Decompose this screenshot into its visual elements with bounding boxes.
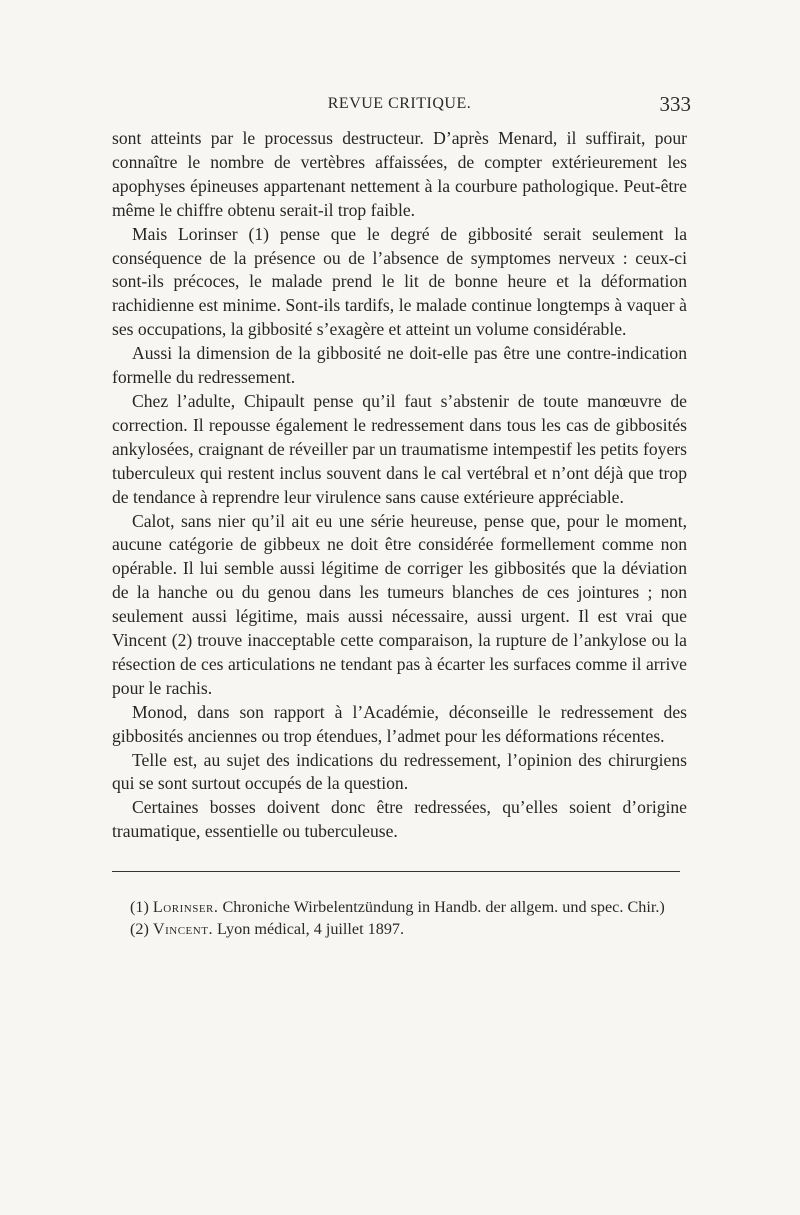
footnote-marker: (1)	[130, 898, 149, 917]
paragraph: Calot, sans nier qu’il ait eu une série heureuse, pense que, pour le moment, aucune catégorie de gibbeux ne doit être considérée formellement comme non opérable. Il lui semble aussi légitime de corriger les gibbosités que la déviation de la hanche ou du genou dans les tumeurs blanches de ces jointures ; non seulement aussi légitime, mais aussi nécessaire, aussi urgent. Il est vrai que Vincent (2) trouve inacceptable cette comparaison, la rupture de l’ankylose ou la résection de ces articulations ne tendant pas à écarter les surfaces comme il arrive pour le rachis.	[112, 510, 687, 698]
paragraph: Certaines bosses doivent donc être redressées, qu’elles soient d’origine traumatique, essentielle ou tuberculeuse.	[112, 797, 687, 842]
footnote-marker: (2)	[130, 920, 149, 939]
footnotes	[112, 896, 687, 940]
footnote-author: Lorinser.	[152, 898, 219, 917]
page-header	[112, 92, 691, 121]
footnote-text: Chroniche Wirbelentzündung in Handb. der allgem. und spec. Chir.)	[222, 898, 665, 917]
paragraph: sont atteints par le processus destructeur. D’après Menard, il suffirait, pour connaître le nombre de vertèbres affaissées, de compter extérieurement les apophyses épineuses appartenant nettement à la courbure pathologique. Peut-être même le chiffre obtenu serait-il trop faible.	[112, 128, 687, 220]
paragraph: Monod, dans son rapport à l’Académie, déconseille le redressement des gibbosités anciennes ou trop étendues, l’admet pour les déformations récentes.	[112, 701, 687, 746]
paragraph: Mais Lorinser (1) pense que le degré de gibbosité serait seulement la conséquence de la présence ou de l’absence de symptomes nerveux : ceux-ci sont-ils précoces, le malade prend le lit de bonne heure et la déformation rachidienne est minime. Sont-ils tardifs, le malade continue longtemps à vaquer à ses occupations, la gibbosité s’exagère et atteint un volume considérable.	[112, 223, 687, 340]
running-title: REVUE CRITIQUE.	[327, 95, 472, 112]
footnote-divider	[112, 871, 680, 872]
paragraph: Chez l’adulte, Chipault pense qu’il faut s’abstenir de toute manœuvre de correction. Il repousse également le redressement dans tous les cas de gibbosités ankylosées, craignant de réveiller par un traumatisme intempestif les petits foyers tuberculeux qui restent inclus souvent dans le cal vertébral et n’ont déjà que trop de tendance à reprendre leur virulence sans cause extérieure appréciable.	[112, 390, 687, 507]
footnote-text: Lyon médical, 4 juillet 1897.	[217, 920, 405, 939]
footnote	[112, 918, 687, 940]
footnote-author: Vincent.	[152, 920, 213, 939]
paragraph: Telle est, au sujet des indications du redressement, l’opinion des chirurgiens qui se sont surtout occupés de la question.	[112, 749, 687, 794]
book-page	[112, 92, 691, 940]
body-text	[112, 127, 687, 844]
paragraph: Aussi la dimension de la gibbosité ne doit-elle pas être une contre-indication formelle du redressement.	[112, 343, 687, 388]
page-number: 333	[659, 92, 691, 116]
footnote	[112, 896, 687, 918]
